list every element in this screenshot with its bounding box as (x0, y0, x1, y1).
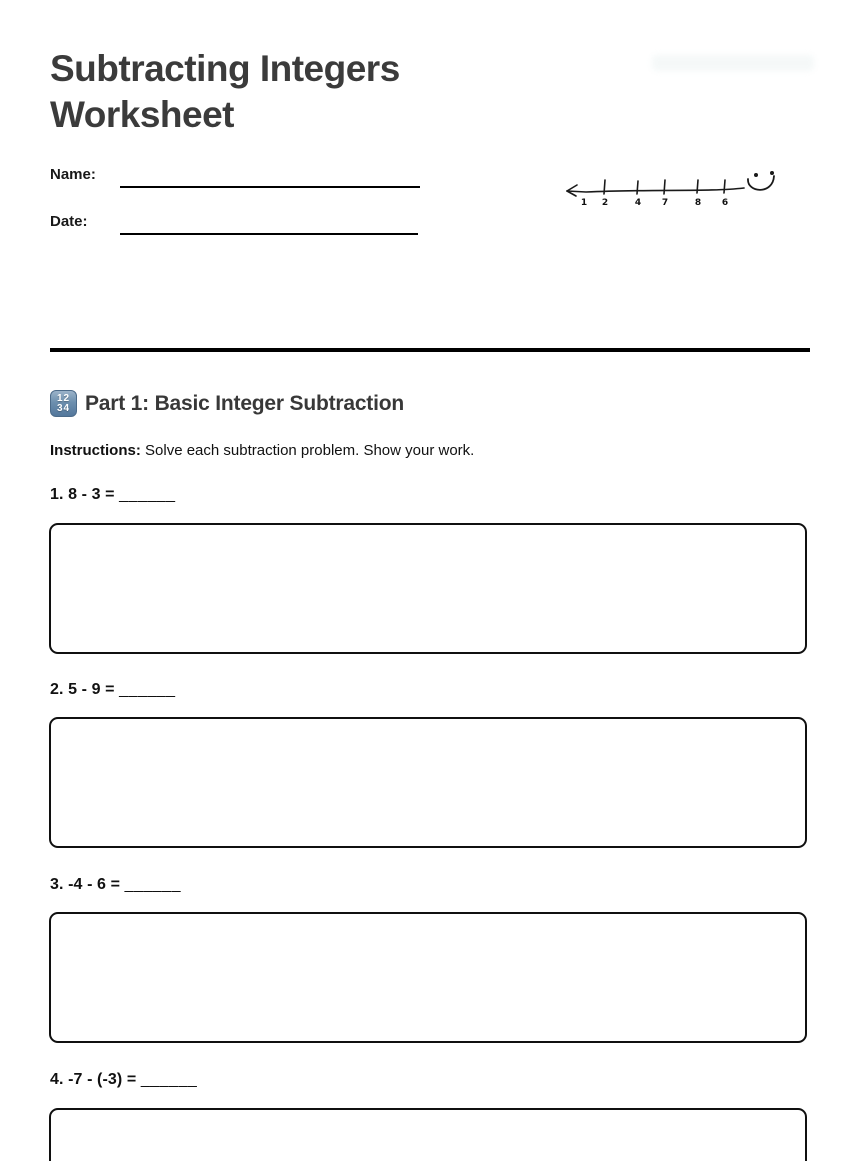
problem-4-expression: -7 - (-3) = (68, 1071, 137, 1088)
number-line (567, 180, 744, 196)
problem-2-label (50, 681, 176, 699)
problem-2-blank[interactable]: ______ (119, 681, 176, 698)
svg-text:7: 7 (661, 198, 669, 208)
date-input-line[interactable] (120, 233, 418, 235)
faint-watermark (652, 55, 814, 71)
instructions-label: Instructions: (50, 442, 141, 459)
section-heading-row (50, 390, 404, 417)
problem-3-expression: -4 - 6 = (68, 876, 121, 893)
instructions (50, 442, 474, 459)
instructions-text: Solve each subtraction problem. Show your work. (140, 442, 475, 459)
problem-3-blank[interactable]: ______ (124, 876, 181, 893)
problem-2-expression: 5 - 9 = (68, 681, 115, 698)
section-heading: Part 1: Basic Integer Subtraction (85, 391, 404, 415)
name-input-line[interactable] (120, 186, 420, 188)
svg-text:4: 4 (634, 198, 642, 208)
problem-4-label (50, 1071, 197, 1089)
svg-text:6: 6 (721, 198, 729, 208)
problem-3-answer-box[interactable] (49, 912, 807, 1043)
problem-1-expression: 8 - 3 = (68, 486, 115, 503)
problem-1-blank[interactable]: ______ (119, 486, 176, 503)
number-line-labels (581, 198, 728, 208)
problem-3-number: 3. (50, 876, 64, 893)
number-line-doodle (560, 167, 788, 211)
problem-1-answer-box[interactable] (49, 523, 807, 654)
problem-4-number: 4. (50, 1071, 64, 1088)
problem-1-label (50, 486, 176, 504)
svg-text:8: 8 (694, 198, 702, 208)
date-label: Date: (50, 213, 88, 230)
svg-text:1: 1 (580, 198, 588, 208)
input-numbers-icon-top: 12 (56, 392, 71, 404)
page-title: Subtracting Integers Worksheet (50, 48, 400, 135)
problem-4-answer-box[interactable] (49, 1108, 807, 1161)
problem-3-label (50, 876, 181, 894)
problem-4-blank[interactable]: ______ (140, 1071, 198, 1088)
problem-1-number: 1. (50, 486, 64, 503)
section-divider (50, 348, 810, 352)
smiley-face-icon (748, 171, 774, 190)
problem-2-answer-box[interactable] (49, 717, 807, 848)
input-numbers-icon (50, 390, 77, 417)
input-numbers-icon-bottom: 34 (56, 402, 71, 414)
svg-text:2: 2 (601, 198, 609, 208)
name-label: Name: (50, 166, 96, 183)
problem-2-number: 2. (50, 681, 64, 698)
